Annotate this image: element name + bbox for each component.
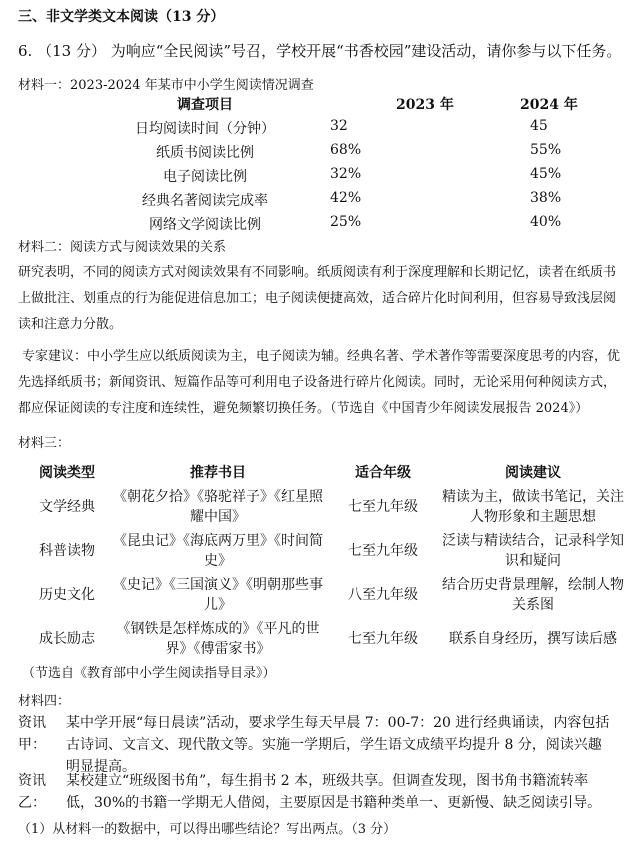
info-text: 某校建立“班级图书角”，每生捐书 2 本，班级共享。但调查发现，图书角书籍流转率低，30%的书籍一学期无人借阅，主要原因是书籍种类单一、更新慢、缺乏阅读引导。 — [66, 773, 602, 811]
table-header-cell: 适合年级 — [355, 465, 411, 481]
table-cell: 联系自身经历，撰写读后感 — [449, 631, 617, 647]
material2-title: 材料二：阅读方式与阅读效果的关系 — [18, 240, 227, 255]
table-header-cell: 2023 年 — [396, 97, 454, 113]
question-number: 6. — [18, 42, 33, 60]
table-cell: 精读为主，做读书笔记，关注人物形象和主题思想 — [442, 489, 624, 525]
material2-paragraph-1: 研究表明，不同的阅读方式对阅读效果有不同影响。纸质阅读有利于深度理解和长期记忆，读者在纸质书上做批注、划重点的行为能促进信息加工；电子阅读便捷高效，适合碎片化时间利用，但容易导致浅层阅读和注意力分散。 — [18, 265, 617, 332]
table-cell: 成长励志 — [39, 631, 95, 647]
question-text: 为响应“全民阅读”号召，学校开展“书香校园”建设活动，请你参与以下任务。 — [110, 42, 622, 60]
table-cell: 文学经典 — [39, 499, 95, 515]
table-cell: 40% — [530, 214, 562, 230]
sub-question: （1）从材料一的数据中，可以得出哪些结论？写出两点。（3 分） — [18, 822, 397, 837]
table-cell: 45% — [530, 166, 562, 182]
table-cell: 经典名著阅读完成率 — [142, 193, 268, 209]
material3-source: （节选自《教育部中小学生阅读指导目录》） — [22, 666, 276, 681]
table-cell: 25% — [330, 214, 362, 230]
table-cell: 八至九年级 — [348, 587, 418, 603]
table-cell: 历史文化 — [39, 587, 95, 603]
table-cell: 《昆虫记》《海底两万里》《时间简史》 — [113, 533, 323, 569]
table-header-row — [28, 461, 628, 485]
table-row — [28, 485, 628, 529]
material2-paragraph-2: 专家建议：中小学生应以纸质阅读为主，电子阅读为辅。经典名著、学术著作等需要深度思考的内容，优先选择纸质书；新闻资讯、短篇作品等可利用电子设备进行碎片化阅读。同时，无论采用何种阅读方式，都应保证阅读的专注度和连续性，避免频繁切换任务。（节选自《中国青少年阅读发展报告 2024》） — [18, 349, 621, 416]
table-cell: 科普读物 — [39, 543, 95, 559]
section-title: 三、非文学类文本阅读（13 分） — [18, 9, 225, 25]
table-cell: 七至九年级 — [348, 499, 418, 515]
info-text: 某中学开展“每日晨读”活动，要求学生每天早晨 7：00-7：20 进行经典诵读，内容包括古诗词、文言文、现代散文等。实施一学期后，学生语文成绩平均提升 8 分，阅读兴趣明显提高。 — [66, 715, 610, 775]
table-header-cell: 阅读类型 — [39, 465, 95, 481]
table-cell: 《朝花夕拾》《骆驼祥子》《红星照耀中国》 — [113, 489, 323, 525]
question-line — [18, 40, 621, 61]
table-cell: 日均阅读时间（分钟） — [135, 121, 275, 137]
table-row — [28, 573, 628, 617]
table-cell: 68% — [330, 142, 362, 158]
table-cell: 七至九年级 — [348, 543, 418, 559]
info-label: 资讯乙： — [18, 773, 46, 811]
material3-title: 材料三： — [18, 436, 71, 451]
table-cell: 42% — [330, 190, 362, 206]
table-cell: 38% — [530, 190, 562, 206]
info-label: 资讯甲： — [18, 715, 46, 753]
table-cell: 55% — [530, 142, 562, 158]
table-cell: 45 — [530, 118, 548, 134]
table-row — [28, 617, 628, 661]
table-cell: 电子阅读比例 — [163, 169, 247, 185]
material1-title: 材料一：2023-2024 年某市中小学生阅读情况调查 — [18, 78, 314, 93]
table-header-cell: 调查项目 — [177, 97, 233, 113]
table-cell: 《钢铁是怎样炼成的》《平凡的世界》《傅雷家书》 — [116, 621, 320, 657]
table-cell: 32 — [330, 118, 348, 134]
table-cell: 泛读与精读结合，记录科学知识和疑问 — [442, 533, 624, 569]
table-cell: 七至九年级 — [348, 631, 418, 647]
material4-title: 材料四： — [18, 694, 71, 709]
table-row — [28, 529, 628, 573]
table-cell: 结合历史背景理解，绘制人物关系图 — [442, 577, 624, 613]
table-header-cell: 2024 年 — [520, 97, 578, 113]
table-cell: 纸质书阅读比例 — [156, 145, 254, 161]
table-cell: 32% — [330, 166, 362, 182]
table-cell: 《史记》《三国演义》《明朝那些事儿》 — [113, 577, 323, 613]
table-header-cell: 阅读建议 — [505, 465, 561, 481]
table-header-cell: 推荐书目 — [190, 465, 246, 481]
table-cell: 网络文学阅读比例 — [149, 217, 261, 233]
question-points: （13 分） — [37, 42, 106, 60]
